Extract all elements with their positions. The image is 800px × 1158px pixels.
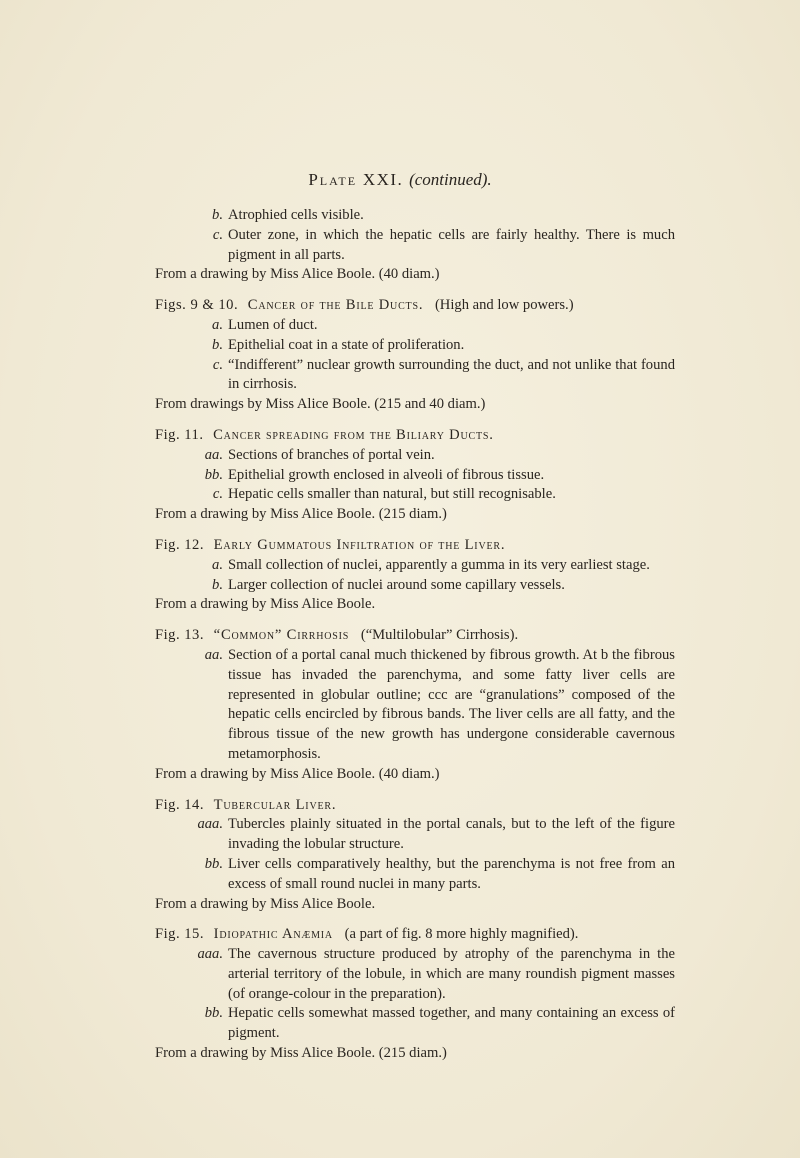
item-text: Hepatic cells somewhat massed together, and many containing an excess of pigment. xyxy=(228,1005,675,1042)
item-text: Section of a portal canal much thickened by fibrous growth. At b the fibrous tissue has invaded the parenchyma, and some fatty liver cells are represented in globular outline; ccc are “granulations” composed of the hepatic cells encircled by fibrous bands. The liver cells are all fatty, and the fibrous tissue of the new growth has undergone considerable cavernous metamorphosis. xyxy=(228,646,675,762)
fig-13-section xyxy=(155,626,675,784)
item-text: Atrophied cells visible. xyxy=(228,207,364,223)
figure-number: Fig. 12. xyxy=(155,536,205,553)
list-item xyxy=(195,336,675,356)
figure-title: Tubercular Liver. xyxy=(213,796,337,813)
item-label: bb. xyxy=(204,466,223,483)
list-item xyxy=(195,576,675,596)
item-label: c. xyxy=(212,226,223,243)
fig-11-section xyxy=(155,426,675,525)
source-credit: From a drawing by Miss Alice Boole. (40 diam.) xyxy=(155,266,440,283)
item-label: b. xyxy=(212,336,223,353)
item-label: a. xyxy=(212,316,223,333)
item-label: bb. xyxy=(204,1005,223,1022)
item-label: aaa. xyxy=(197,816,223,833)
plate-number: XXI. xyxy=(362,170,404,189)
source-credit: From a drawing by Miss Alice Boole. xyxy=(155,895,376,912)
item-label: c. xyxy=(212,356,223,373)
source-credit: From a drawing by Miss Alice Boole. (40 diam.) xyxy=(155,765,440,782)
figure-number: Figs. 9 & 10. xyxy=(155,297,239,314)
item-text: Hepatic cells smaller than natural, but still recognisable. xyxy=(228,486,556,503)
figure-title: Idiopathic Anæmia xyxy=(213,926,333,943)
source-credit: From a drawing by Miss Alice Boole. (215 diam.) xyxy=(155,1045,447,1062)
item-label: aa. xyxy=(204,446,223,463)
plate-continued: (continued). xyxy=(409,170,492,189)
figs-9-10-section xyxy=(155,296,675,415)
list-item xyxy=(195,646,675,765)
item-label: c. xyxy=(212,486,223,503)
plate-descriptions xyxy=(155,206,675,1064)
list-item xyxy=(195,316,675,336)
item-text: Epithelial growth enclosed in alveoli of fibrous tissue. xyxy=(228,466,545,483)
list-item xyxy=(195,446,675,466)
item-label: bb. xyxy=(204,855,223,872)
item-text: Outer zone, in which the hepatic cells are fairly healthy. There is much pigment in all parts. xyxy=(228,226,675,263)
figure-note: (“Multilobular” Cirrhosis). xyxy=(360,627,519,644)
item-text: Epithelial coat in a state of proliferation. xyxy=(228,336,465,353)
intro-section xyxy=(155,206,675,285)
plate-word: Plate xyxy=(308,170,358,189)
item-text: “Indifferent” nuclear growth surrounding the duct, and not unlike that found in cirrhosis. xyxy=(228,356,675,393)
figure-note: (a part of fig. 8 more highly magnified). xyxy=(344,926,579,943)
source-credit: From a drawing by Miss Alice Boole. (215 diam.) xyxy=(155,506,447,523)
item-text: Sections of branches of portal vein. xyxy=(228,446,435,463)
item-text: Tubercles plainly situated in the portal canals, but to the left of the figure invading the lobular structure. xyxy=(228,816,675,853)
list-item xyxy=(195,815,675,855)
item-label: b. xyxy=(212,207,223,223)
figure-note: (High and low powers.) xyxy=(434,297,574,314)
item-label: a. xyxy=(212,556,223,573)
list-item xyxy=(195,945,675,1004)
item-text: Larger collection of nuclei around some capillary vessels. xyxy=(228,576,565,593)
list-item xyxy=(195,1004,675,1044)
plate-title xyxy=(0,170,800,190)
fig-14-section xyxy=(155,796,675,915)
list-item xyxy=(195,466,675,486)
source-credit: From drawings by Miss Alice Boole. (215 and 40 diam.) xyxy=(155,396,486,413)
figure-number: Fig. 15. xyxy=(155,926,205,943)
figure-heading xyxy=(155,296,675,316)
figure-title: Early Gummatous Infiltration of the Liver. xyxy=(213,536,506,553)
figure-heading xyxy=(155,796,675,816)
figure-heading xyxy=(155,626,675,646)
item-text: Small collection of nuclei, apparently a gumma in its very earliest stage. xyxy=(228,556,650,573)
fig-15-section xyxy=(155,925,675,1064)
figure-heading xyxy=(155,426,675,446)
list-item xyxy=(195,356,675,396)
item-text: Liver cells comparatively healthy, but the parenchyma is not free from an excess of small round nuclei in many parts. xyxy=(228,855,675,892)
figure-title: Cancer spreading from the Biliary Ducts. xyxy=(213,426,494,443)
list-item xyxy=(195,485,675,505)
source-credit: From a drawing by Miss Alice Boole. xyxy=(155,596,376,613)
item-text: Lumen of duct. xyxy=(228,316,318,333)
list-item xyxy=(195,226,675,266)
list-item xyxy=(195,556,675,576)
item-text: The cavernous structure produced by atrophy of the parenchyma in the arterial territory of the lobule, in which are many roundish pigment masses (of orange-colour in the preparation). xyxy=(228,946,675,1002)
figure-title: Cancer of the Bile Ducts. xyxy=(247,297,424,314)
figure-number: Fig. 14. xyxy=(155,796,205,813)
figure-title: “Common” Cirrhosis xyxy=(213,627,350,644)
list-item xyxy=(195,855,675,895)
figure-heading xyxy=(155,536,675,556)
list-item xyxy=(195,206,675,226)
item-label: b. xyxy=(212,576,223,593)
fig-12-section xyxy=(155,536,675,615)
item-label: aaa. xyxy=(197,946,223,963)
figure-heading xyxy=(155,925,675,945)
figure-number: Fig. 13. xyxy=(155,627,205,644)
figure-number: Fig. 11. xyxy=(155,426,204,443)
item-label: aa. xyxy=(204,646,223,663)
